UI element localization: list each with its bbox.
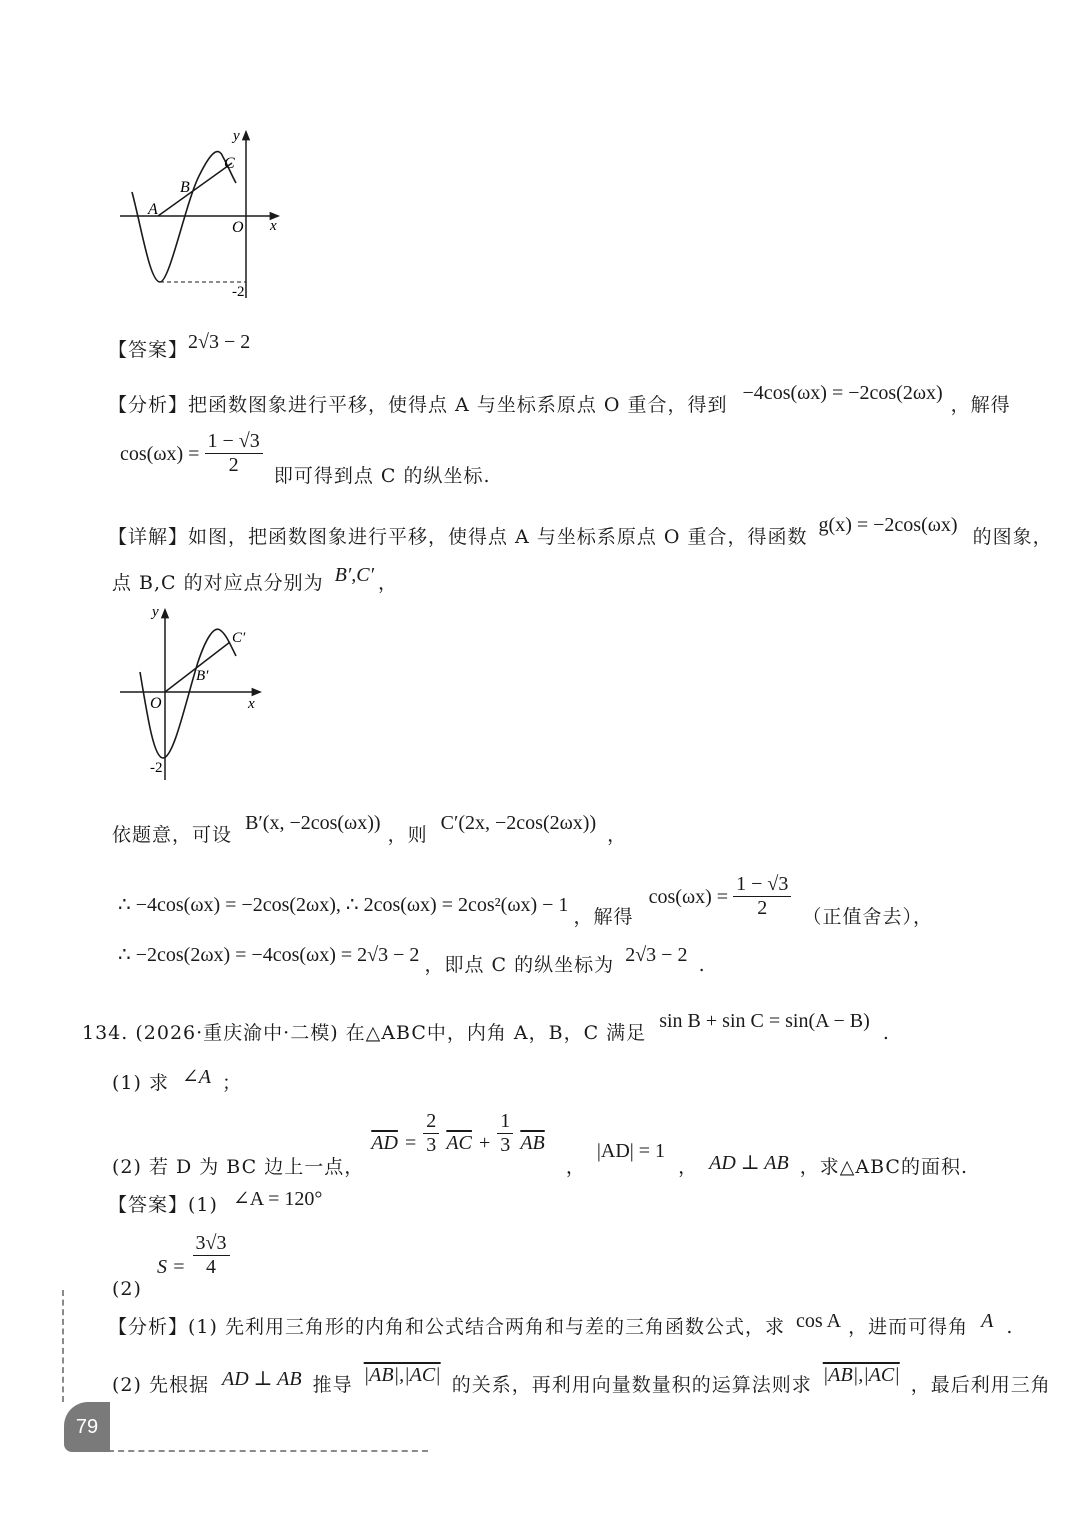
an2-end: ，最后利用三角	[910, 1374, 1051, 1396]
fraction-cos	[205, 430, 263, 477]
plus: +	[478, 1131, 491, 1154]
deriv-frac-num: 1 − √3	[733, 873, 791, 897]
ans-tag: 【答案】	[108, 1194, 189, 1216]
answer-tag: 【答案】	[108, 339, 189, 361]
analysis-line-1	[108, 382, 1011, 417]
perp: AD ⊥ AB	[709, 1151, 789, 1174]
ans2-label: (2)	[112, 1277, 142, 1300]
question-134-stem	[82, 1010, 890, 1045]
analysis-text2: ，解得	[950, 394, 1011, 416]
final-text: ，即点 C 的纵坐标为	[424, 954, 615, 976]
analysis-134-2	[112, 1364, 1051, 1397]
detail-line2-text: 点 B,C 的对应点分别为	[112, 572, 324, 594]
an2-pre: (2) 先根据	[112, 1374, 209, 1396]
detail-line-2	[112, 564, 398, 595]
part1-eq: ∠A	[182, 1066, 211, 1088]
abs-AD: |AD| = 1	[596, 1139, 666, 1162]
dashed-margin-horizontal	[108, 1450, 428, 1452]
an1-end: .	[1006, 1316, 1014, 1338]
analysis-tag: 【分析】	[108, 394, 189, 416]
deriv-frac-den: 2	[757, 897, 768, 919]
detail-points: B′,C′	[334, 564, 374, 586]
ans2-num: 3√3	[193, 1232, 230, 1256]
an1-text: (1) 先利用三角形的内角和公式结合两角和与差的三角函数公式，求	[188, 1316, 785, 1338]
label-neg2: -2	[150, 760, 163, 776]
analysis-text: 把函数图象进行平移，使得点 A 与坐标系原点 O 重合，得到	[188, 394, 728, 416]
detail-text: 如图，把函数图象进行平移，使得点 A 与坐标系原点 O 重合，得函数	[188, 526, 808, 548]
label-x: x	[270, 218, 277, 234]
part2-end: ，求△ABC的面积.	[799, 1155, 968, 1178]
ans2-fraction	[193, 1232, 230, 1279]
answer-134-1	[108, 1190, 322, 1217]
coef-1	[423, 1110, 439, 1157]
answer-134-2	[112, 1232, 230, 1300]
label-A: A	[148, 201, 158, 218]
analysis-eq: −4cos(ωx) = −2cos(2ωx)	[742, 382, 943, 404]
part1-text: (1) 求	[112, 1072, 169, 1094]
detail-text2: 的图象，	[972, 526, 1053, 548]
an-tag: 【分析】	[108, 1316, 189, 1338]
analysis-134-1	[108, 1312, 1013, 1339]
question-part-2	[112, 1110, 968, 1178]
setup-text: 依题意，可设	[112, 824, 233, 846]
an1-A: A	[981, 1310, 994, 1332]
deriv-eq: ∴ −4cos(ωx) = −2cos(2ωx), ∴ 2cos(ωx) = 2cos²(ωx) − 1	[118, 894, 569, 916]
an2-vecs: |AB|,|AC|	[363, 1364, 441, 1386]
coef2-den: 3	[500, 1134, 511, 1156]
analysis-text3: 即可得到点 C 的纵坐标.	[273, 465, 491, 487]
part2-sep-1: ，	[565, 1155, 586, 1178]
detail-line-1	[108, 514, 1053, 549]
label-O: O	[232, 219, 244, 236]
dashed-margin-vertical	[62, 1290, 64, 1402]
final-line	[118, 940, 706, 976]
deriv-note: （正值舍去），	[802, 906, 934, 928]
label-Bp: B′	[196, 668, 209, 684]
coef1-den: 3	[426, 1134, 437, 1156]
derivation-line	[118, 865, 934, 928]
frac-den: 2	[228, 454, 239, 476]
label-y: y	[152, 604, 159, 620]
label-x: x	[248, 696, 255, 712]
graph-shifted-function	[110, 600, 270, 785]
deriv-solve: ，解得	[573, 906, 634, 928]
an1-mid: ，进而可得角	[848, 1316, 969, 1338]
answer-value: 2√3 − 2	[188, 331, 251, 353]
vec-AD: $\overline{AD}$	[371, 1131, 398, 1154]
detail-eq: g(x) = −2cos(ωx)	[818, 514, 958, 536]
question-stem-eq: sin B + sin C = sin(A − B)	[659, 1010, 870, 1032]
detail-comma: ，	[377, 572, 398, 594]
question-stem-end: .	[882, 1022, 890, 1044]
detail-tag: 【详解】	[108, 526, 189, 548]
vec-eq: =	[404, 1131, 417, 1154]
graph-original-function	[110, 120, 300, 310]
setup-B: B′(x, −2cos(ωx))	[245, 812, 381, 834]
deriv-cos: cos(ωx) =	[648, 886, 729, 908]
label-B: B	[180, 179, 190, 196]
setup-end: ，	[607, 824, 628, 846]
final-end: .	[698, 954, 706, 976]
part2-pre: (2) 若 D 为 BC 边上一点，	[112, 1155, 365, 1178]
setup-then: ，则	[387, 824, 428, 846]
question-stem: 在△ABC中，内角 A，B，C 满足	[345, 1022, 647, 1044]
coef-2	[497, 1110, 513, 1157]
chord-AC	[158, 163, 232, 216]
ans2-den: 4	[206, 1256, 216, 1278]
analysis-line-2	[120, 430, 491, 487]
vec-AB: $\overline{AB}$	[520, 1131, 545, 1154]
coef2-num: 1	[497, 1110, 513, 1134]
label-O: O	[150, 695, 162, 712]
label-y: y	[233, 128, 240, 144]
setup-line	[112, 812, 628, 847]
ans1-label: (1)	[188, 1194, 218, 1216]
setup-C: C′(2x, −2cos(2ωx))	[440, 812, 597, 834]
question-number: 134.	[82, 1022, 129, 1044]
an2-vecs2: |AB|,|AC|	[822, 1364, 900, 1386]
label-Cp: C′	[232, 630, 246, 646]
an2-perp: AD ⊥ AB	[222, 1368, 302, 1390]
an2-mid2: 的关系，再利用向量数量积的运算法则求	[451, 1374, 812, 1396]
final-eq: ∴ −2cos(2ωx) = −4cos(ωx) = 2√3 − 2	[118, 944, 420, 966]
answer-line	[108, 331, 251, 362]
coef1-num: 2	[423, 1110, 439, 1134]
frac-num: 1 − √3	[205, 430, 263, 454]
question-part-1	[112, 1068, 242, 1095]
cos-lhs: cos(ωx) =	[120, 443, 200, 465]
part1-end: ；	[222, 1072, 243, 1094]
ans1-value: ∠A = 120°	[232, 1188, 323, 1210]
final-value: 2√3 − 2	[625, 944, 688, 966]
fraction-deriv	[733, 873, 791, 920]
page-number: 79	[64, 1402, 110, 1452]
question-source: (2026·重庆渝中·二模)	[135, 1022, 339, 1044]
chord-OC	[165, 642, 230, 692]
label-neg2: -2	[232, 284, 245, 300]
an2-mid: 推导	[312, 1374, 353, 1396]
vec-AC: $\overline{AC}$	[446, 1131, 472, 1154]
label-C: C	[224, 155, 235, 172]
an1-cos: cos A	[796, 1310, 842, 1332]
part2-sep-2: ，	[678, 1155, 699, 1178]
ans2-lhs: S =	[156, 1255, 186, 1278]
